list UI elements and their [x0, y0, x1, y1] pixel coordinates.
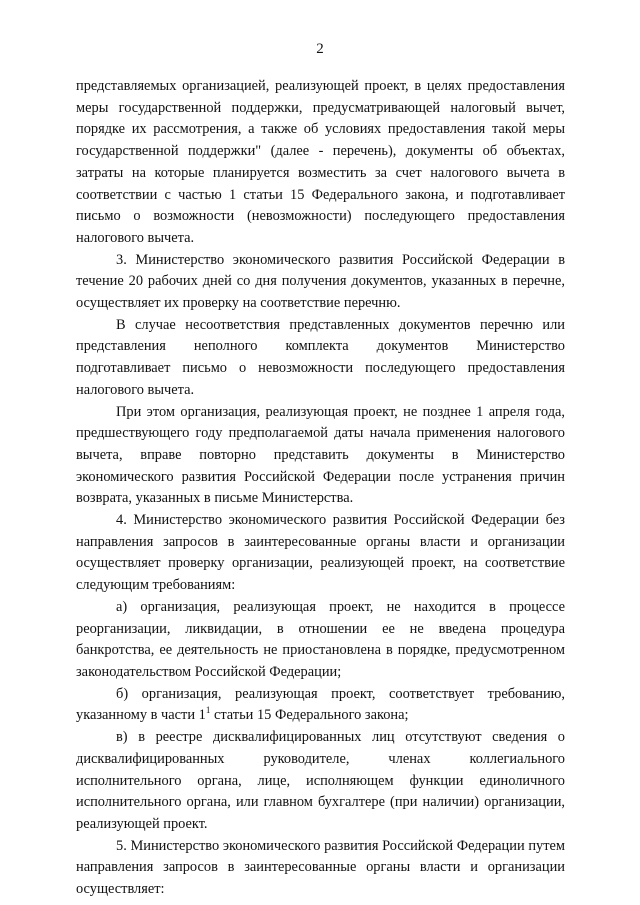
paragraph-subitem-a: а) организация, реализующая проект, не находится в процессе реорганизации, ликвидации, в отношении ее не введена процедура банкротства, ее деятельность не приостановлена в порядке, предусмотренном законодательством Российской Федерации;: [76, 598, 565, 680]
subitem-b-superscript: 1: [205, 705, 211, 716]
paragraph-item-3: 3. Министерство экономического развития Российской Федерации в течение 20 рабочих дней со дня получения документов, указанных в перечне, осуществляет их проверку на соответствие перечню.: [76, 251, 565, 312]
document-body: [76, 76, 565, 901]
paragraph-subitem-v: в) в реестре дисквалифицированных лиц отсутствуют сведения о дисквалифицированных руководителе, членах коллегиального исполнительного органа, лице, исполняющем функции единоличного исполнительного органа, или главном бухгалтере (при наличии) организации, реализующей проект.: [76, 729, 565, 832]
subitem-b-text-end: статьи 15 Федерального закона;: [210, 707, 409, 724]
paragraph-item-5: 5. Министерство экономического развития Российской Федерации путем направления запросов в заинтересованные органы власти и организации осуществляет:: [76, 837, 565, 898]
paragraph-subitem-b: [76, 684, 565, 727]
paragraph-resubmission: При этом организация, реализующая проект, не позднее 1 апреля года, предшествующего году предполагаемой даты начала применения налогового вычета, вправе повторно представить документы в Министерство экономического развития Российской Федерации после устранения причин возврата, указанных в письме Министерства.: [76, 403, 565, 507]
paragraph-nonconformity: В случае несоответствия представленных документов перечню или представления неполного комплекта документов Министерство подготавливает письмо о невозможности последующего предоставления налогового вычета.: [76, 316, 565, 398]
paragraph-continuation: представляемых организацией, реализующей проект, в целях предоставления меры государственной поддержки, предусматривающей налоговый вычет, порядке их рассмотрения, а также об условиях предоставления такой меры государственной поддержки" (далее - перечень), документы об объектах, затраты на которые планируется возместить за счет налогового вычета в соответствии с частью 1 статьи 15 Федерального закона, и подготавливает письмо о возможности (невозможности) последующего предоставления налогового вычета.: [76, 78, 565, 246]
paragraph-item-4: 4. Министерство экономического развития Российской Федерации без направления запросов в заинтересованные органы власти и организации осуществляет проверку организации, реализующей проект, на соответствие следующим требованиям:: [76, 512, 565, 594]
subitem-b-text: б) организация, реализующая проект, соответствует требованию, указанному в части 1: [76, 685, 565, 724]
page-number: 2: [316, 41, 324, 57]
